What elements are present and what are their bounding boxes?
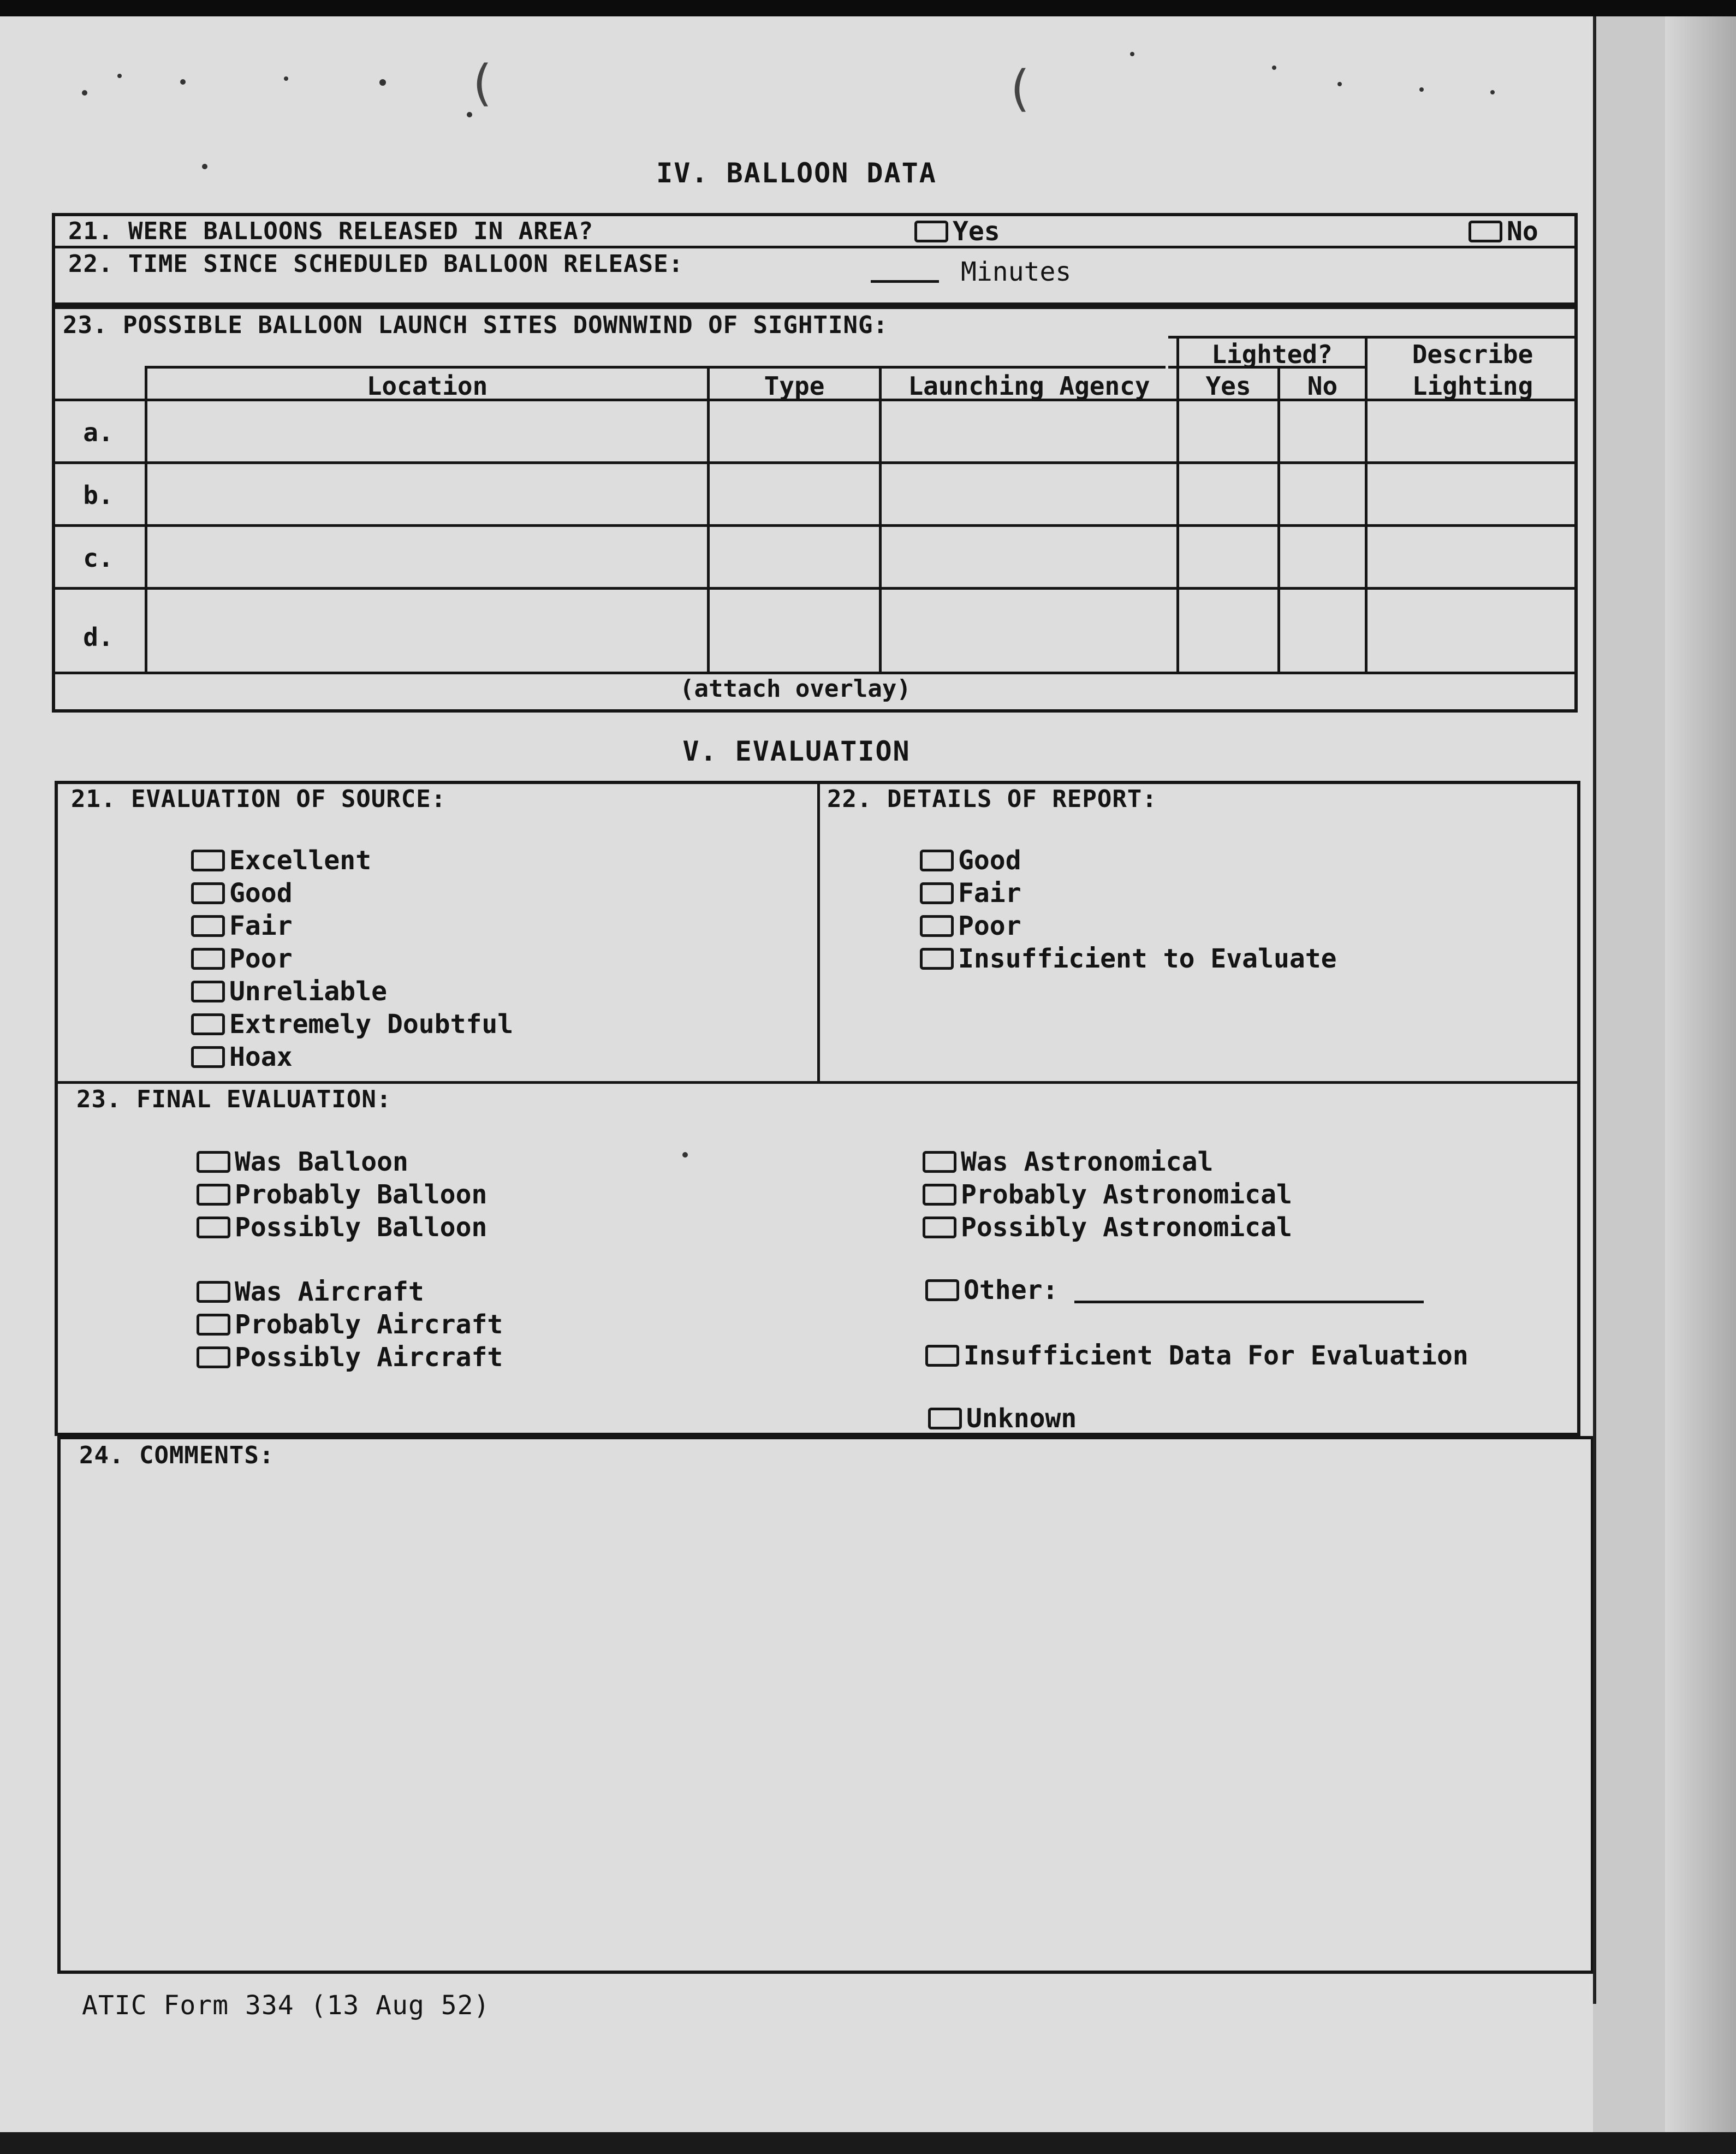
col-rule xyxy=(145,366,147,672)
q21-yes-label: Yes xyxy=(953,216,1000,247)
col-rule xyxy=(879,366,882,672)
option-label: Was Aircraft xyxy=(235,1277,424,1307)
q21-no-label: No xyxy=(1507,216,1538,247)
final-option-insufficient-data[interactable] xyxy=(925,1340,1469,1371)
section-title-evaluation: V. EVALUATION xyxy=(682,735,911,767)
q21-yes-option[interactable] xyxy=(914,216,1000,247)
scan-speck xyxy=(379,79,386,86)
col-type-header: Type xyxy=(764,371,825,401)
final-checkbox[interactable] xyxy=(197,1151,230,1173)
row-label-d: d. xyxy=(83,622,114,652)
col-describe-header: Describe xyxy=(1412,340,1533,369)
final-checkbox[interactable] xyxy=(923,1151,956,1173)
scan-bottom-border xyxy=(0,2132,1736,2154)
q21-no-checkbox[interactable] xyxy=(1469,221,1502,242)
form-identifier: ATIC Form 334 (13 Aug 52) xyxy=(82,1990,490,2021)
q22-minutes-unit: Minutes xyxy=(961,257,1072,287)
final-checkbox[interactable] xyxy=(923,1184,956,1206)
final-option-possibly-astronomical[interactable] xyxy=(923,1212,1292,1243)
option-label: Insufficient to Evaluate xyxy=(958,944,1337,974)
source-option-unreliable[interactable] xyxy=(191,976,387,1007)
scan-speck xyxy=(1490,90,1495,94)
option-label: Poor xyxy=(229,944,293,974)
details-option-good[interactable] xyxy=(920,845,1021,876)
row-rule xyxy=(52,587,1578,590)
option-label: Fair xyxy=(958,878,1021,909)
option-label: Unreliable xyxy=(229,976,387,1007)
scan-top-border xyxy=(0,0,1736,16)
source-checkbox[interactable] xyxy=(191,1013,225,1035)
col-lighted-no-header: No xyxy=(1307,371,1338,401)
final-option-was-astronomical[interactable] xyxy=(923,1147,1213,1177)
q22-minutes-field[interactable] xyxy=(871,257,1071,287)
details-option-poor[interactable] xyxy=(920,911,1021,941)
divider xyxy=(55,1081,1580,1084)
final-option-probably-aircraft[interactable] xyxy=(197,1309,503,1340)
option-label: Was Balloon xyxy=(235,1147,408,1177)
final-checkbox[interactable] xyxy=(923,1217,956,1238)
option-label: Poor xyxy=(958,911,1021,941)
q23-launch-sites-label: 23. POSSIBLE BALLOON LAUNCH SITES DOWNWIND OF SIGHTING: xyxy=(63,311,888,339)
source-checkbox[interactable] xyxy=(191,1046,225,1068)
final-checkbox[interactable] xyxy=(925,1345,959,1367)
final-option-possibly-balloon[interactable] xyxy=(197,1212,487,1243)
scan-speck xyxy=(1272,66,1276,70)
col-rule xyxy=(1277,366,1280,672)
details-checkbox[interactable] xyxy=(920,850,954,871)
final-checkbox[interactable] xyxy=(197,1346,230,1368)
scan-right-margin xyxy=(1665,16,1736,2132)
final-option-possibly-aircraft[interactable] xyxy=(197,1342,503,1373)
scan-speck xyxy=(1419,87,1424,92)
final-option-other[interactable] xyxy=(925,1275,1424,1306)
row-label-b: b. xyxy=(83,480,114,510)
scan-speck xyxy=(284,76,288,81)
details-checkbox[interactable] xyxy=(920,915,954,937)
comments-box[interactable] xyxy=(57,1436,1594,1974)
final-checkbox[interactable] xyxy=(197,1281,230,1303)
option-label: Other: xyxy=(964,1275,1059,1306)
option-label: Probably Astronomical xyxy=(961,1179,1292,1210)
details-checkbox[interactable] xyxy=(920,948,954,970)
row-label-a: a. xyxy=(83,418,114,447)
comments-label: 24. COMMENTS: xyxy=(79,1441,275,1469)
option-label: Probably Aircraft xyxy=(235,1309,503,1340)
page-edge-rule xyxy=(1593,16,1596,2004)
scan-speck xyxy=(180,79,186,85)
final-option-unknown[interactable] xyxy=(928,1403,1077,1434)
source-checkbox[interactable] xyxy=(191,850,225,871)
final-evaluation-label: 23. FINAL EVALUATION: xyxy=(76,1085,392,1113)
divider xyxy=(52,246,1578,248)
option-label: Good xyxy=(229,878,293,909)
final-checkbox[interactable] xyxy=(925,1279,959,1301)
final-option-was-aircraft[interactable] xyxy=(197,1277,424,1307)
evaluation-source-label: 21. EVALUATION OF SOURCE: xyxy=(71,785,447,813)
source-checkbox[interactable] xyxy=(191,981,225,1002)
scan-speck xyxy=(117,74,122,78)
scan-mark: ( xyxy=(1004,60,1035,117)
source-checkbox[interactable] xyxy=(191,882,225,904)
scan-mark: ( xyxy=(467,55,497,112)
row-rule xyxy=(52,672,1578,674)
header-top-rule xyxy=(145,366,1166,369)
source-option-fair[interactable] xyxy=(191,911,293,941)
option-label: Was Astronomical xyxy=(961,1147,1214,1177)
details-option-fair[interactable] xyxy=(920,878,1021,909)
q22-time-since-release-label: 22. TIME SINCE SCHEDULED BALLOON RELEASE: xyxy=(68,250,684,278)
lighted-header-top-rule xyxy=(1168,336,1578,339)
source-details-divider xyxy=(817,781,820,1084)
option-label: Unknown xyxy=(966,1403,1077,1434)
option-label: Insufficient Data For Evaluation xyxy=(964,1340,1469,1371)
option-label: Possibly Astronomical xyxy=(961,1212,1292,1243)
row-rule xyxy=(52,461,1578,464)
col-agency-header: Launching Agency xyxy=(908,371,1150,401)
source-checkbox[interactable] xyxy=(191,948,225,970)
scan-speck xyxy=(1337,82,1342,86)
q22-minutes-blank[interactable] xyxy=(871,261,939,283)
option-label: Possibly Balloon xyxy=(235,1212,487,1243)
details-checkbox[interactable] xyxy=(920,882,954,904)
scan-speck xyxy=(1130,52,1134,56)
other-text-blank[interactable] xyxy=(1074,1277,1424,1303)
source-option-hoax[interactable] xyxy=(191,1042,293,1072)
col-lighting-header: Lighting xyxy=(1412,371,1533,401)
details-of-report-label: 22. DETAILS OF REPORT: xyxy=(827,785,1157,813)
col-location-header: Location xyxy=(366,371,488,401)
source-option-excellent[interactable] xyxy=(191,845,371,876)
scan-speck xyxy=(467,112,472,117)
final-checkbox[interactable] xyxy=(197,1217,230,1238)
final-option-was-balloon[interactable] xyxy=(197,1147,408,1177)
source-option-extremely-doubtful[interactable] xyxy=(191,1009,513,1040)
option-label: Probably Balloon xyxy=(235,1179,487,1210)
q21-balloons-released-label: 21. WERE BALLOONS RELEASED IN AREA? xyxy=(68,217,594,245)
final-option-probably-astronomical[interactable] xyxy=(923,1179,1292,1210)
option-label: Hoax xyxy=(229,1042,293,1072)
option-label: Good xyxy=(958,845,1021,876)
source-checkbox[interactable] xyxy=(191,915,225,937)
attach-overlay-note: (attach overlay) xyxy=(680,675,911,703)
source-option-good[interactable] xyxy=(191,878,293,909)
row-rule xyxy=(52,524,1578,527)
col-rule xyxy=(707,366,710,672)
option-label: Possibly Aircraft xyxy=(235,1342,503,1373)
final-checkbox[interactable] xyxy=(197,1184,230,1206)
option-label: Extremely Doubtful xyxy=(229,1009,514,1040)
source-option-poor[interactable] xyxy=(191,944,293,974)
scan-speck xyxy=(82,90,87,96)
q21-no-option[interactable] xyxy=(1469,216,1538,247)
col-lighted-header: Lighted? xyxy=(1211,340,1333,369)
details-option-insufficient[interactable] xyxy=(920,944,1337,974)
row-label-c: c. xyxy=(83,543,114,573)
form-page xyxy=(0,16,1593,2132)
q21-yes-checkbox[interactable] xyxy=(914,221,948,242)
option-label: Fair xyxy=(229,911,293,941)
option-label: Excellent xyxy=(229,845,372,876)
final-checkbox[interactable] xyxy=(197,1314,230,1336)
final-checkbox[interactable] xyxy=(928,1408,962,1429)
final-option-probably-balloon[interactable] xyxy=(197,1179,487,1210)
col-lighted-yes-header: Yes xyxy=(1205,371,1251,401)
section-title-balloon-data: IV. BALLOON DATA xyxy=(656,157,937,189)
